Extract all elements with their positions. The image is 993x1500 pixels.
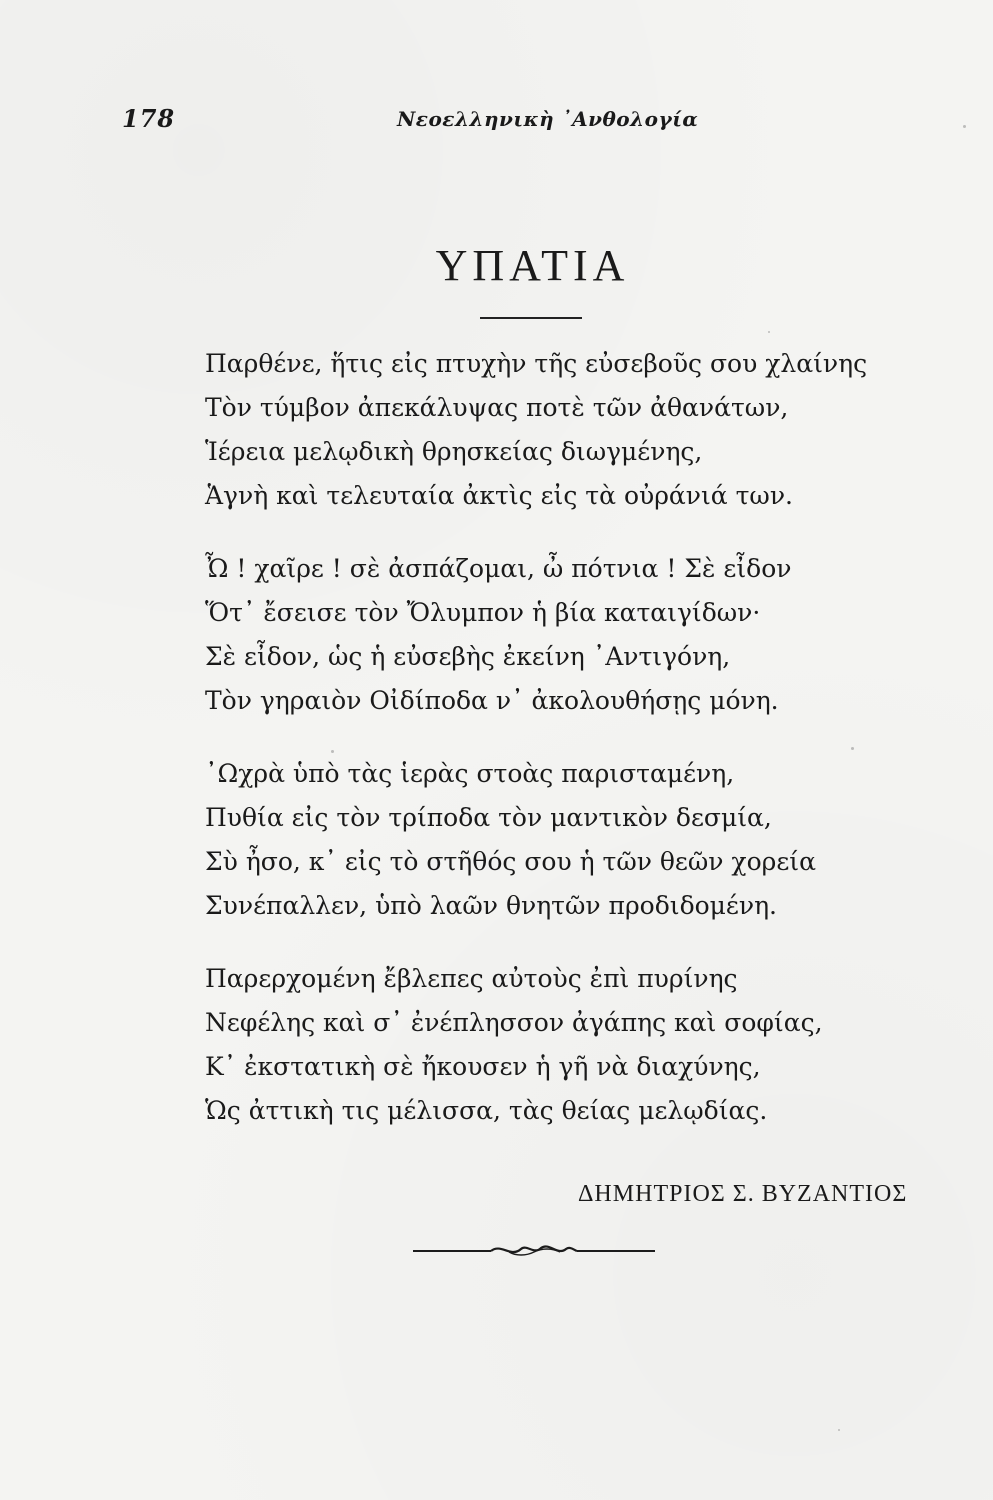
paper-speck xyxy=(768,331,770,333)
poem-body xyxy=(205,342,905,1162)
poem-line: Τὸν γηραιὸν Οἰδίποδα ν᾿ ἀκολουθήσῃς μόνη. xyxy=(205,686,779,715)
poem-line: Πυθία εἰς τὸν τρίποδα τὸν μαντικὸν δεσμία, xyxy=(205,803,772,832)
stanza-2 xyxy=(205,547,905,723)
stanza-1 xyxy=(205,342,905,518)
poem-line: Ἁγνὴ καὶ τελευταία ἀκτὶς εἰς τὰ οὐράνιά των. xyxy=(205,481,793,510)
poem-line: Συνέπαλλεν, ὑπὸ λαῶν θνητῶν προδιδομένη. xyxy=(205,891,777,920)
poem-line: Ὡς ἀττικὴ τις μέλισσα, τὰς θείας μελῳδίας. xyxy=(205,1096,768,1125)
poem-line: Τὸν τύμβον ἀπεκάλυψας ποτὲ τῶν ἀθανάτων, xyxy=(205,393,789,422)
poem-line: Ὦ ! χαῖρε ! σὲ ἀσπάζομαι, ὦ πότνια ! Σὲ εἶδον xyxy=(205,554,792,583)
paper-speck xyxy=(851,747,854,750)
stanza-3 xyxy=(205,752,905,928)
page-header xyxy=(122,104,862,138)
paper-speck xyxy=(331,750,334,753)
tailpiece-ornament xyxy=(413,1240,655,1260)
poem-line: Σὺ ἦσο, κ᾿ εἰς τὸ στῆθός σου ἡ τῶν θεῶν χορεία xyxy=(205,847,816,876)
paper-speck xyxy=(838,1429,840,1431)
poem-line: Ὅτ᾿ ἔσεισε τὸν Ὄλυμπον ἡ βία καταιγίδων· xyxy=(205,598,761,627)
poem-line: Ἱέρεια μελῳδικὴ θρησκείας διωγμένης, xyxy=(205,437,703,466)
paper-speck xyxy=(963,125,966,128)
poem-line: Νεφέλης καὶ σ᾿ ἐνέπλησσον ἀγάπης καὶ σοφίας, xyxy=(205,1008,823,1037)
poem-line: Παρθένε, ἥτις εἰς πτυχὴν τῆς εὐσεβοῦς σου χλαίνης xyxy=(205,349,868,378)
title-divider xyxy=(480,317,582,319)
poem-title: ΥΠΑΤΙΑ xyxy=(435,241,630,290)
poem-line: ᾿Ωχρὰ ὑπὸ τὰς ἱερὰς στοὰς παρισταμένη, xyxy=(205,759,735,788)
poem-line: Σὲ εἶδον, ὡς ἡ εὐσεβὴς ἐκείνη ᾿Αντιγόνη, xyxy=(205,642,731,671)
stanza-4 xyxy=(205,957,905,1133)
poem-author: ΔΗΜΗΤΡΙΟΣ Σ. ΒΥΖΑΝΤΙΟΣ xyxy=(578,1181,908,1207)
page-number: 178 xyxy=(122,104,176,133)
poem-line: Παρερχομένη ἔβλεπες αὐτοὺς ἐπὶ πυρίνης xyxy=(205,964,738,993)
poem-line: Κ᾿ ἐκστατικὴ σὲ ἤκουσεν ἡ γῆ νὰ διαχύνης, xyxy=(205,1052,761,1081)
running-title: Νεοελληνικὴ ᾿Ανθολογία xyxy=(397,107,699,131)
